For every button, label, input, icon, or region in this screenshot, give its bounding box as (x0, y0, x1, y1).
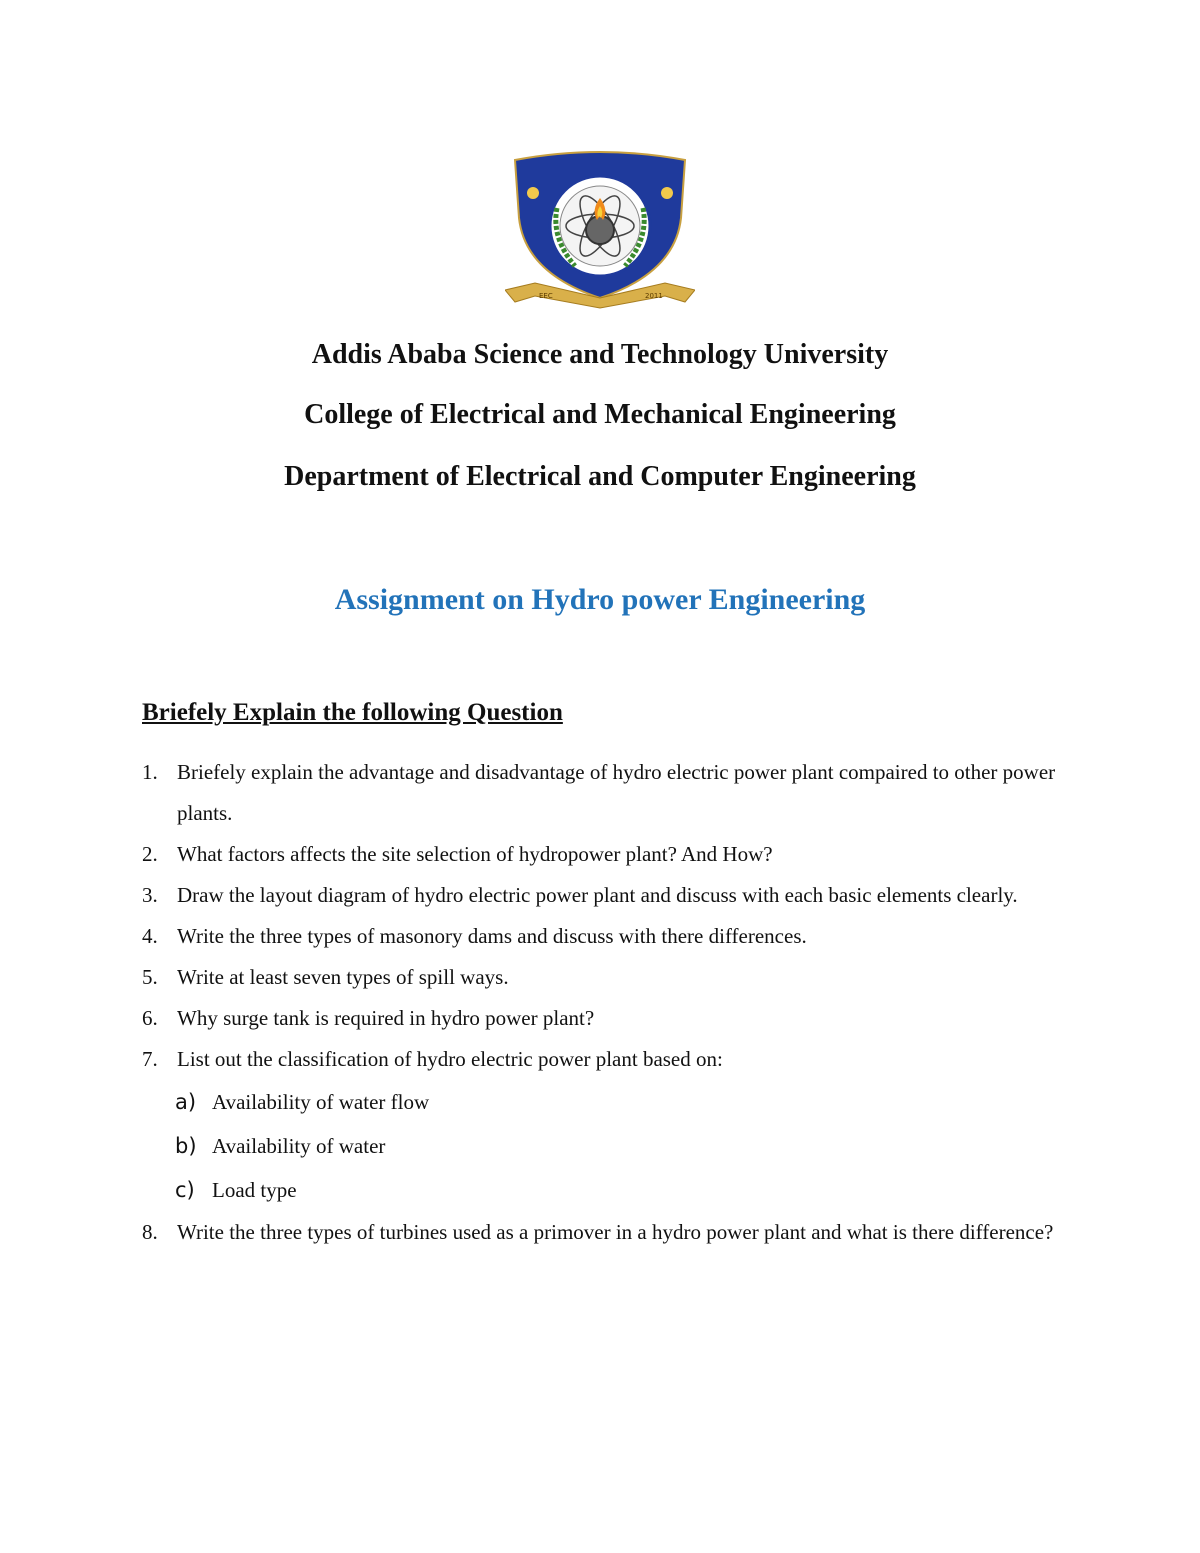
sub-item-letter: b) (175, 1134, 197, 1158)
question-item (142, 752, 1072, 834)
question-text: What factors affects the site selection of hydropower plant? And How? (177, 842, 773, 866)
assignment-title: Assignment on Hydro power Engineering (334, 583, 866, 616)
question-number: 4. (142, 924, 158, 948)
question-number: 5. (142, 965, 158, 989)
sub-item (142, 1080, 1072, 1124)
section-heading: Briefely Explain the following Question (142, 699, 563, 726)
sub-item-letter: c) (175, 1178, 195, 1202)
question-item (142, 1212, 1072, 1253)
question-text: Briefely explain the advantage and disadvantage of hydro electric power plant compaired to other power plants. (177, 760, 1056, 825)
question-number: 7. (142, 1047, 158, 1071)
logo-year-left: EEC (539, 292, 553, 300)
sub-item (142, 1124, 1072, 1168)
question-text: Draw the layout diagram of hydro electric power plant and discuss with each basic elements clearly. (177, 883, 1018, 907)
sub-item-text: Load type (212, 1178, 297, 1202)
university-logo (505, 148, 695, 310)
question-number: 1. (142, 760, 158, 784)
question-item (142, 1039, 1072, 1080)
department-name: Department of Electrical and Computer Engineering (284, 461, 916, 492)
question-number: 6. (142, 1006, 158, 1030)
question-text: Why surge tank is required in hydro power plant? (177, 1006, 595, 1030)
sub-item (142, 1168, 1072, 1212)
question-list (142, 752, 1072, 1253)
sub-item-letter: a) (175, 1090, 197, 1114)
question-text: Write the three types of masonory dams and discuss with there differences. (177, 924, 807, 948)
university-name: Addis Ababa Science and Technology University (311, 339, 889, 370)
sub-item-text: Availability of water flow (212, 1090, 430, 1114)
college-name: College of Electrical and Mechanical Engineering (304, 399, 896, 430)
question-item (142, 957, 1072, 998)
logo-year-right: 2011 (645, 292, 663, 300)
question-item (142, 875, 1072, 916)
question-item (142, 834, 1072, 875)
question-number: 8. (142, 1220, 158, 1244)
question-item (142, 998, 1072, 1039)
question-number: 3. (142, 883, 158, 907)
question-item (142, 916, 1072, 957)
question-text: List out the classification of hydro electric power plant based on: (177, 1047, 723, 1071)
question-number: 2. (142, 842, 158, 866)
sub-item-text: Availability of water (212, 1134, 386, 1158)
question-text: Write at least seven types of spill ways. (177, 965, 509, 989)
question-text: Write the three types of turbines used as a primover in a hydro power plant and what is there difference? (177, 1220, 1054, 1244)
